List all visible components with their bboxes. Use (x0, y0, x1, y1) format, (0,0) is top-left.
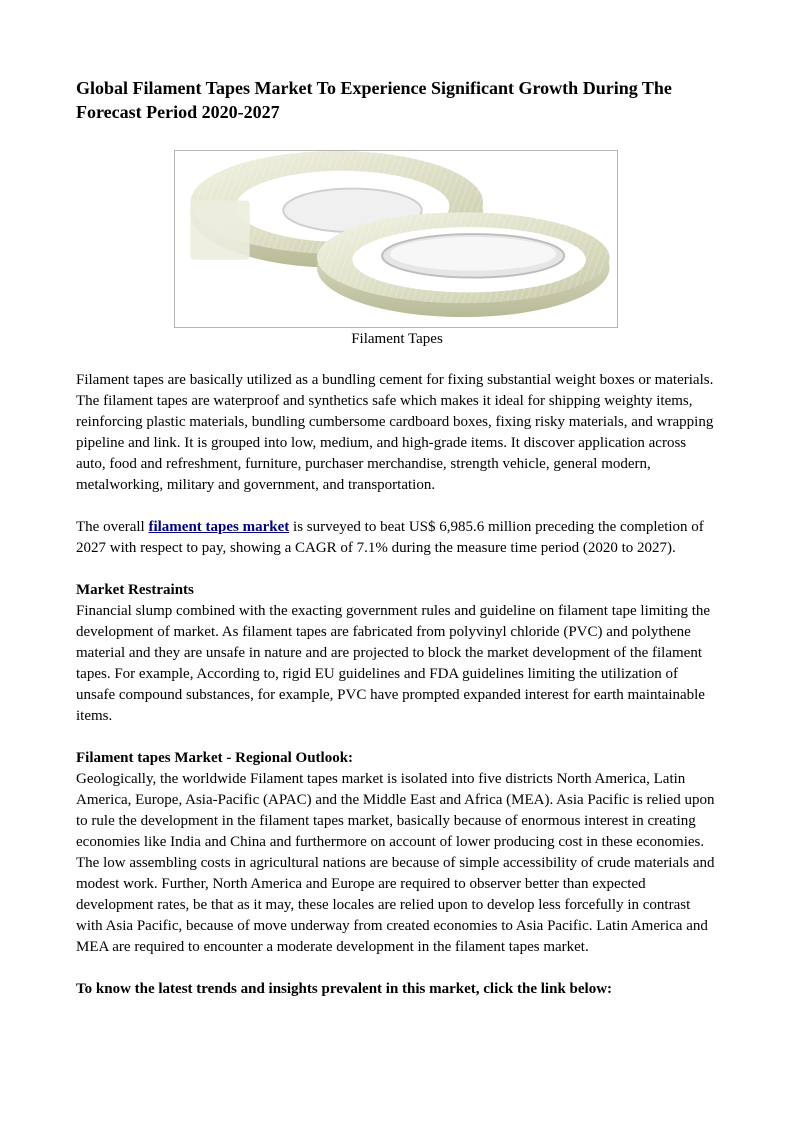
overview-text-after: is surveyed to beat US$ 6,985.6 million preceding the completion of 2027 with respect to pay, showing a CAGR of 7.1% during the measure time period (2020 to 2027). (76, 519, 704, 556)
document-page (76, 76, 718, 1000)
figure-caption: Filament Tapes (351, 331, 443, 347)
regional-paragraph: Geologically, the worldwide Filament tapes market is isolated into five districts North America, Latin America, Europe, Asia-Pacific (APAC) and the Middle East and Africa (MEA). Asia Pacific is relied upon to rule the development in the filament tapes market, basically because of enormous interest in creating economies like India and China and furthermore on account of lower producing cost in these economies. The low assembling costs in agricultural nations are because of simple accessibility of crude materials and modest work. Further, North America and Europe are required to observer better than expected development rates, be that as it may, these locales are relied upon to develop less forcefully in contrast with Asia Pacific, because of move underway from created economies to Asia Pacific. Latin America and MEA are required to encounter a moderate development in the filament tapes market. (76, 771, 715, 955)
restraints-section (76, 580, 718, 727)
overview-paragraph (76, 517, 718, 559)
filament-tape-rolls-image (174, 150, 618, 328)
restraints-heading: Market Restraints (76, 582, 194, 598)
front-tape-roll (317, 212, 610, 317)
regional-heading: Filament tapes Market - Regional Outlook: (76, 750, 354, 766)
regional-section (76, 748, 718, 958)
overview-text-before: The overall (76, 519, 149, 535)
cta-text: To know the latest trends and insights prevalent in this market, click the link below: (76, 981, 613, 997)
intro-paragraph: Filament tapes are basically utilized as a bundling cement for fixing substantial weight boxes or materials. The filament tapes are waterproof and synthetics safe which makes it ideal for shipping weighty items, reinforcing plastic materials, bundling cumbersome cardboard boxes, fixing risky materials, and wrapping pipeline and link. It is grouped into low, medium, and high-grade items. It discover application across auto, food and refreshment, furniture, purchaser merchandise, strength vehicle, general modern, metalworking, military and government, and transportation. (76, 372, 714, 493)
product-figure (76, 150, 718, 349)
page-title: Global Filament Tapes Market To Experience Significant Growth During The Forecast Period 2020-2027 (76, 78, 672, 122)
market-link[interactable]: filament tapes market (148, 519, 290, 535)
restraints-paragraph: Financial slump combined with the exacting government rules and guideline on filament tape limiting the development of market. As filament tapes are fabricated from polyvinyl chloride (PVC) and polythene material and they are unsafe in nature and are projected to block the market development of the filament tapes. For example, According to, rigid EU guidelines and FDA guidelines limiting the utilization of unsafe compound substances, for example, PVC have prompted expanded interest for earth maintainable items. (76, 603, 711, 724)
